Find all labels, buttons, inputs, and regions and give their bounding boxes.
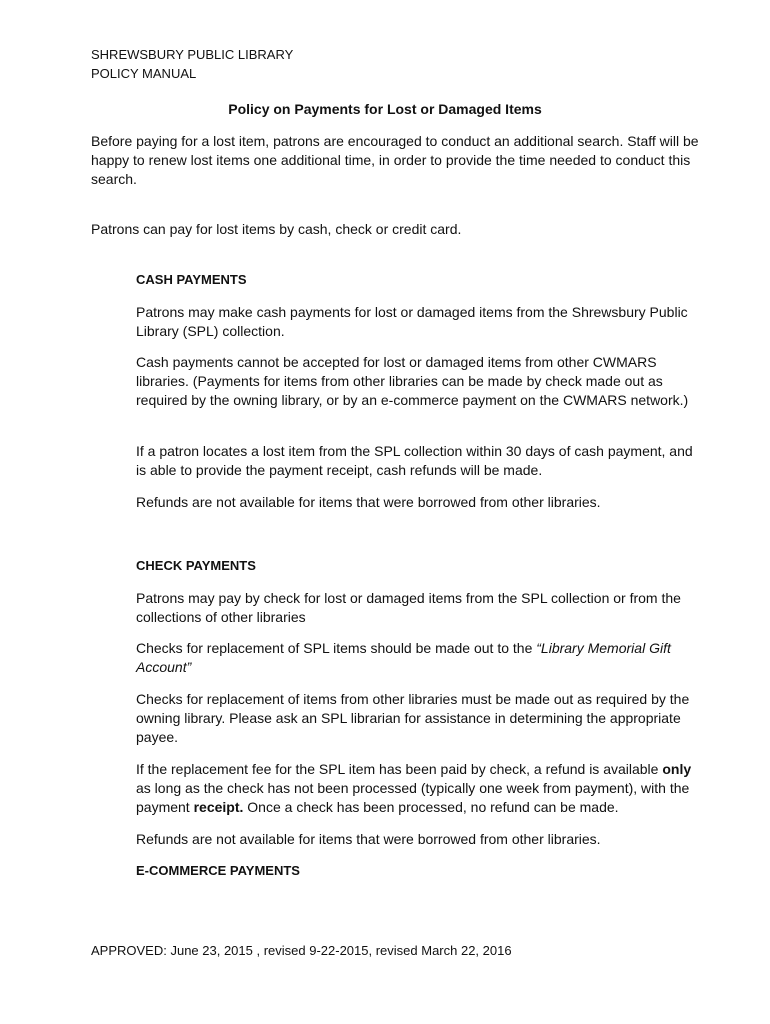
refund-text-b: as long as the check has not been processed (typically one week from payment), with the payment [136,780,690,815]
cash-paragraph-4: Refunds are not available for items that were borrowed from other libraries. [136,494,601,510]
refund-receipt-emphasis: receipt. [193,799,244,815]
intro-paragraph-2: Patrons can pay for lost items by cash, check or credit card. [91,221,462,237]
check-paragraph-2 [136,639,696,677]
header-manual: POLICY MANUAL [91,66,197,81]
cash-paragraph-1: Patrons may make cash payments for lost or damaged items from the Shrewsbury Public Library (SPL) collection. [136,304,688,339]
check-paragraph-2-text: Checks for replacement of SPL items should be made out to the [136,640,537,656]
check-paragraph-3: Checks for replacement of items from other libraries must be made out as required by the owning library. Please ask an SPL librarian for assistance in determining the appropriate payee. [136,691,690,745]
refund-only-emphasis: only [662,761,692,777]
cash-paragraph-2: Cash payments cannot be accepted for lost or damaged items from other CWMARS libraries. (Payments for items from other libraries can be made by check made out as required by the owning library, or by an e-commerce payment on the CWMARS network.) [136,354,689,408]
ecommerce-payments-heading: E-COMMERCE PAYMENTS [136,863,300,878]
approval-footer: APPROVED: June 23, 2015 , revised 9-22-2015, revised March 22, 2016 [91,943,512,958]
gift-account-name: “Library Memorial Gift Account” [136,640,671,675]
page-title: Policy on Payments for Lost or Damaged Items [228,101,542,117]
header-org: SHREWSBURY PUBLIC LIBRARY [91,47,294,62]
check-paragraph-5: Refunds are not available for items that were borrowed from other libraries. [136,831,601,847]
refund-text-c: Once a check has been processed, no refund can be made. [243,799,619,815]
check-paragraph-1: Patrons may pay by check for lost or damaged items from the SPL collection or from the collections of other libraries [136,590,681,625]
cash-paragraph-3: If a patron locates a lost item from the SPL collection within 30 days of cash payment, and is able to provide the payment receipt, cash refunds will be made. [136,443,693,478]
refund-text-a: If the replacement fee for the SPL item has been paid by check, a refund is available [136,761,663,777]
check-paragraph-4 [136,760,696,817]
cash-payments-heading: CASH PAYMENTS [136,272,247,287]
check-payments-heading: CHECK PAYMENTS [136,558,256,573]
intro-paragraph-1: Before paying for a lost item, patrons are encouraged to conduct an additional search. Staff will be happy to renew lost items one additional time, in order to provide the time needed to conduct this search. [91,133,699,187]
